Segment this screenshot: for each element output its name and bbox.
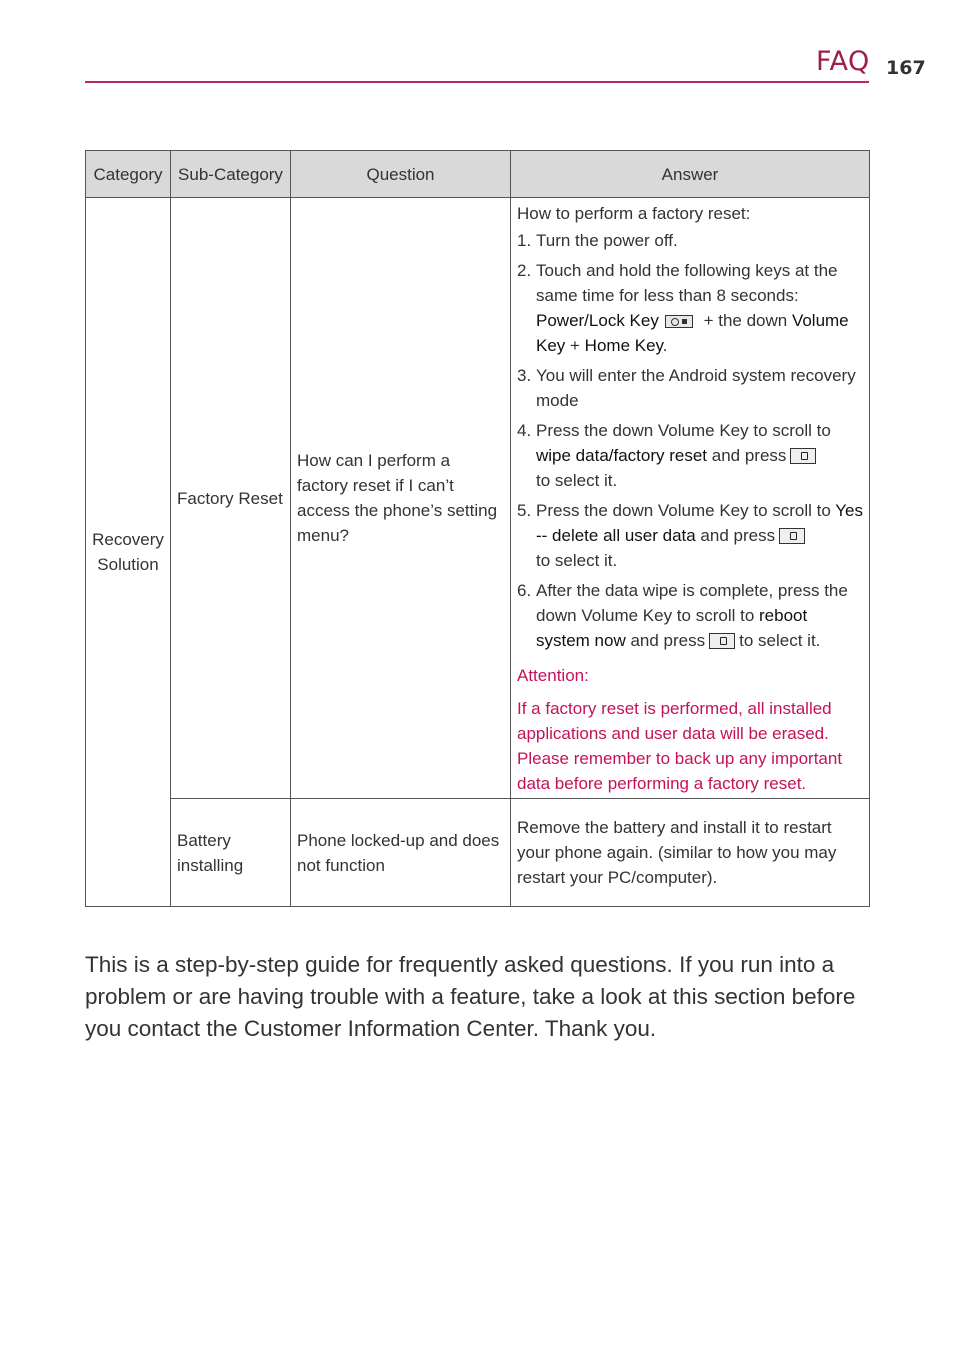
list-item: [517, 258, 863, 358]
key-name: reboot system now: [536, 605, 808, 650]
step-text: [536, 578, 863, 653]
table-row: [86, 198, 870, 799]
column-header-sub-category: Sub-Category: [171, 151, 291, 198]
header-rule: [85, 81, 869, 83]
step-text-part: Press the down Volume Key to scroll to: [536, 500, 836, 520]
attention-text: If a factory reset is performed, all installed applications and user data will be erased. Please remember to back up any important data before performing a factory reset.: [517, 698, 843, 793]
column-header-question: Question: [291, 151, 511, 198]
step-text: You will enter the Android system recovery mode: [536, 365, 856, 410]
step-text-part: After the data wipe is complete, press the down Volume Key to scroll to: [536, 580, 848, 625]
table-header-row: [86, 151, 870, 198]
select-key-icon: [779, 528, 805, 544]
step-text-part: + the down: [698, 310, 792, 330]
step-number: 3.: [517, 365, 532, 385]
question-cell: Phone locked-up and does not function: [291, 799, 511, 907]
list-item: [517, 228, 863, 253]
step-text: [536, 498, 863, 573]
intro-paragraph: This is a step-by-step guide for frequently asked questions. If you run into a problem or are having trouble with a feature, take a look at this section before you contact the Customer Information Center. Thank you.: [85, 951, 856, 1041]
column-header-answer: Answer: [511, 151, 870, 198]
step-text-part: +: [565, 335, 585, 355]
step-text: [536, 418, 863, 493]
step-text-part: and press: [625, 630, 706, 650]
step-text: Turn the power off.: [536, 230, 678, 250]
steps-list: [517, 228, 863, 653]
column-header-category: Category: [86, 151, 171, 198]
select-key-icon: [709, 633, 735, 649]
answer-intro: How to perform a factory reset:: [517, 203, 751, 223]
answer-cell: Remove the battery and install it to restart your phone again. (similar to how you may restart your PC/computer).: [511, 799, 870, 907]
step-number: 2.: [517, 260, 532, 280]
key-name: Power/Lock Key: [536, 310, 659, 330]
step-number: 4.: [517, 420, 532, 440]
step-text: [536, 258, 863, 358]
step-text-part: Touch and hold the following keys at the same time for less than 8 seconds:: [536, 260, 838, 305]
answer-cell: [511, 198, 870, 799]
power-lock-key-icon: [665, 315, 693, 328]
list-item: [517, 498, 863, 573]
key-name: Yes -- delete all user data: [536, 500, 863, 545]
list-item: [517, 363, 863, 413]
key-name: Home Key: [584, 335, 663, 355]
list-item: [517, 418, 863, 493]
table-row: [86, 799, 870, 907]
attention-label: Attention:: [517, 665, 589, 685]
page-number: 167: [886, 57, 926, 79]
question-cell: How can I perform a factory reset if I can’t access the phone’s setting menu?: [291, 198, 511, 799]
step-number: 5.: [517, 500, 532, 520]
key-name: Volume Key: [536, 310, 849, 355]
section-title: FAQ: [816, 46, 870, 77]
step-text-part: Press the down Volume Key to scroll to: [536, 420, 831, 440]
step-number: 1.: [517, 230, 532, 250]
select-key-icon: [790, 448, 816, 464]
sub-category-cell: Battery installing: [171, 799, 291, 907]
step-text-part: .: [662, 335, 668, 355]
step-number: 6.: [517, 580, 532, 600]
step-text-part: and press: [695, 525, 776, 545]
sub-category-cell: Factory Reset: [171, 198, 291, 799]
list-item: [517, 578, 863, 653]
step-text-part: to select it.: [739, 630, 821, 650]
key-name: wipe data/factory reset: [536, 445, 708, 465]
step-text-part: to select it.: [536, 470, 618, 490]
step-text-part: and press: [707, 445, 787, 465]
faq-table: [85, 150, 870, 907]
category-cell: Recovery Solution: [86, 198, 171, 907]
step-text-part: to select it.: [536, 550, 618, 570]
